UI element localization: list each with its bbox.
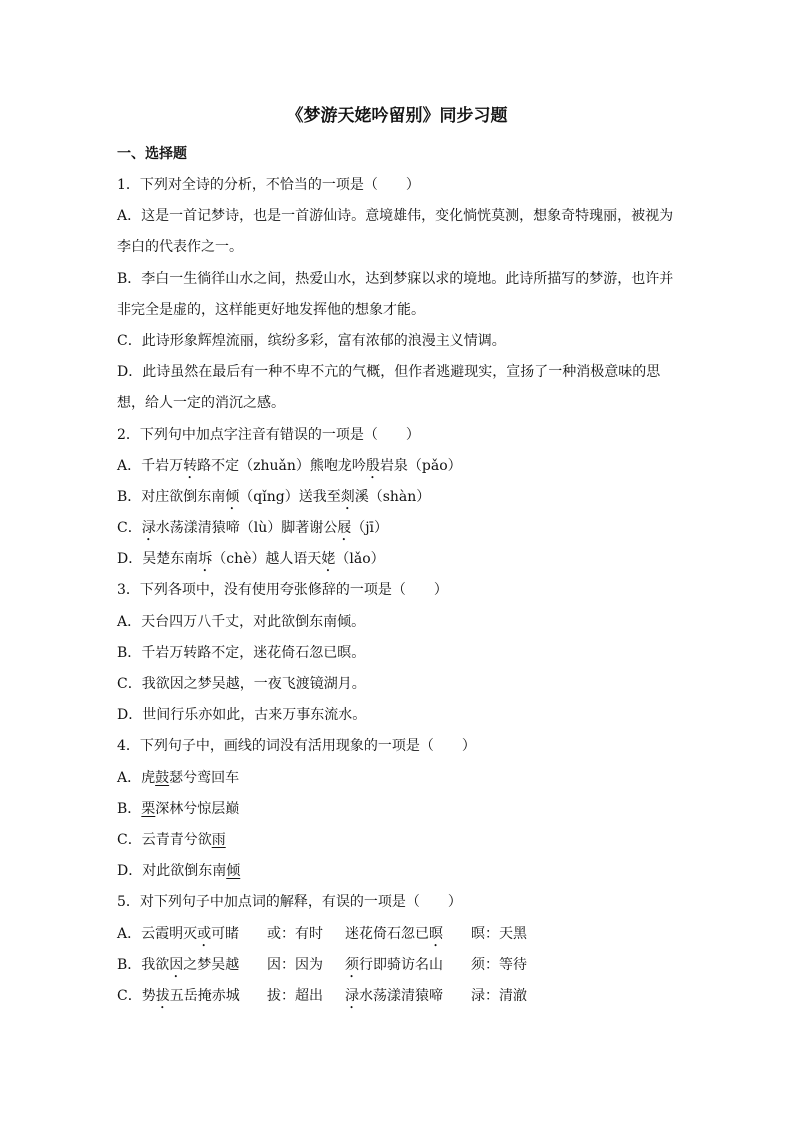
q4-option-b <box>117 798 677 829</box>
text-part: B．对庄欲倒东南 <box>117 488 226 505</box>
q1-option-c: C．此诗形象辉煌流丽，缤纷多彩，富有浓郁的浪漫主义情调。 <box>117 332 506 349</box>
text-part: （chè）越人语天 <box>212 551 322 568</box>
dotted-char: 渌 <box>345 987 359 1004</box>
gloss-1: 拔：超出 <box>267 987 323 1004</box>
text-part: A．虎 <box>117 769 156 786</box>
gloss-2: 渌：清澈 <box>471 987 527 1004</box>
text-part: 水荡漾清猿啼（lù）脚著谢公 <box>155 520 338 537</box>
q3-option-c: C．我欲因之梦吴越，一夜飞渡镜湖月。 <box>117 676 366 692</box>
q2-option-b <box>117 486 677 517</box>
underlined-word: 栗 <box>141 800 156 817</box>
text-part: 行即骑访名山 <box>359 956 443 973</box>
document-title: 《梦游天姥吟留别》同步习题 <box>286 106 508 126</box>
text-part: C．云青青兮欲 <box>117 831 212 848</box>
underlined-word: 鼓 <box>155 769 170 786</box>
section-heading: 一、选择题 <box>117 146 187 162</box>
text-part: C． <box>117 520 142 537</box>
q3-option-b: B．千岩万转路不定，迷花倚石忽已暝。 <box>117 644 366 661</box>
q5-option-b <box>117 954 677 985</box>
gloss-2: 须：等待 <box>471 956 527 973</box>
q2-option-a <box>117 455 677 486</box>
sentence-2 <box>345 985 471 1012</box>
dotted-char: 剡 <box>340 488 355 505</box>
underlined-word: 雨 <box>211 831 226 848</box>
sentence-1 <box>117 954 267 981</box>
text-part: A．千岩万 <box>117 457 184 474</box>
q1-option-b-cont: 非完全是虚的，这样能更好地发挥他的想象才能。 <box>117 301 425 318</box>
dotted-char: 渌 <box>141 520 156 537</box>
q4-stem: 4．下列句子中，画线的词没有活用现象的一项是（ ） <box>117 738 476 755</box>
q4-option-d <box>117 860 677 891</box>
q3-stem: 3．下列各项中，没有使用夸张修辞的一项是（ ） <box>117 582 448 599</box>
sentence-1 <box>117 923 267 950</box>
text-part: B． <box>117 800 142 817</box>
dotted-char: 转 <box>183 457 198 474</box>
q5-option-c <box>117 985 677 1016</box>
text-part: （qǐng）送我至 <box>239 488 341 505</box>
text-part: 可睹 <box>211 925 240 942</box>
text-part: 五岳掩赤城 <box>169 987 240 1004</box>
q2-stem: 2．下列句中加点字注音有错误的一项是（ ） <box>117 426 420 443</box>
gloss-1: 因：因为 <box>267 956 323 973</box>
text-part: D．对此欲倒东南 <box>117 863 227 880</box>
text-part: C．势 <box>117 987 156 1004</box>
q4-option-c <box>117 829 677 860</box>
q1-option-d-cont: 想，给人一定的消沉之感。 <box>117 395 285 412</box>
dotted-char: 或 <box>197 925 212 942</box>
q5-option-a <box>117 923 677 954</box>
dotted-char: 暝 <box>429 925 443 942</box>
question-list <box>117 174 677 1016</box>
q2-option-c <box>117 517 677 548</box>
gloss-2: 暝：天黑 <box>471 925 527 942</box>
q1-stem: 1．下列对全诗的分析，不恰当的一项是（ ） <box>117 177 420 193</box>
sentence-2 <box>345 923 471 950</box>
dotted-char: 拔 <box>155 987 170 1004</box>
q4-option-a <box>117 767 677 798</box>
underlined-word: 倾 <box>226 863 241 880</box>
q1-option-d: D．此诗虽然在最后有一种不卑不亢的气概，但作者逃避现实，宣扬了一种消极意味的思 <box>117 364 661 381</box>
sentence-1 <box>117 985 267 1012</box>
dotted-char: 屐 <box>337 520 352 537</box>
text-part: （lǎo） <box>335 551 385 568</box>
text-part: A．云霞明灭 <box>117 925 198 942</box>
text-part: 迷花倚石忽已 <box>345 925 429 942</box>
text-part: 瑟兮鸾回车 <box>169 769 240 786</box>
q1-option-b: B．李白一生徜徉山水之间，热爱山水，达到梦寐以求的境地。此诗所描写的梦游，也许并 <box>117 270 674 287</box>
text-part: 岩泉（pǎo） <box>379 457 462 474</box>
dotted-char: 殷 <box>365 457 380 474</box>
q3-option-a: A．天台四万八千丈，对此欲倒东南倾。 <box>117 613 366 630</box>
text-part: 溪（shàn） <box>354 488 431 505</box>
q5-stem: 5．对下列句子中加点词的解释，有误的一项是（ ） <box>117 894 462 911</box>
sentence-2 <box>345 954 471 981</box>
text-part: 之梦吴越 <box>183 956 240 973</box>
dotted-char: 因 <box>169 956 184 973</box>
q1-option-a: A．这是一首记梦诗，也是一首游仙诗。意境雄伟，变化惝恍莫测，想象奇特瑰丽，被视为 <box>117 208 674 225</box>
dotted-char: 坼 <box>198 551 213 568</box>
text-part: D．吴楚东南 <box>117 551 199 568</box>
dotted-char: 倾 <box>225 488 240 505</box>
gloss-1: 或：有时 <box>267 925 323 942</box>
dotted-char: 姥 <box>321 551 336 568</box>
dotted-char: 须 <box>345 956 359 973</box>
text-part: 深林兮惊层巅 <box>155 800 240 817</box>
q1-option-a-cont: 李白的代表作之一。 <box>117 239 243 256</box>
text-part: B．我欲 <box>117 956 170 973</box>
q2-option-d <box>117 548 677 579</box>
text-part: 路不定（zhuǎn）熊咆龙吟 <box>197 457 366 474</box>
text-part: 水荡漾清猿啼 <box>359 987 443 1004</box>
q3-option-d: D．世间行乐亦如此，古来万事东流水。 <box>117 707 367 724</box>
text-part: （jī） <box>351 520 389 537</box>
